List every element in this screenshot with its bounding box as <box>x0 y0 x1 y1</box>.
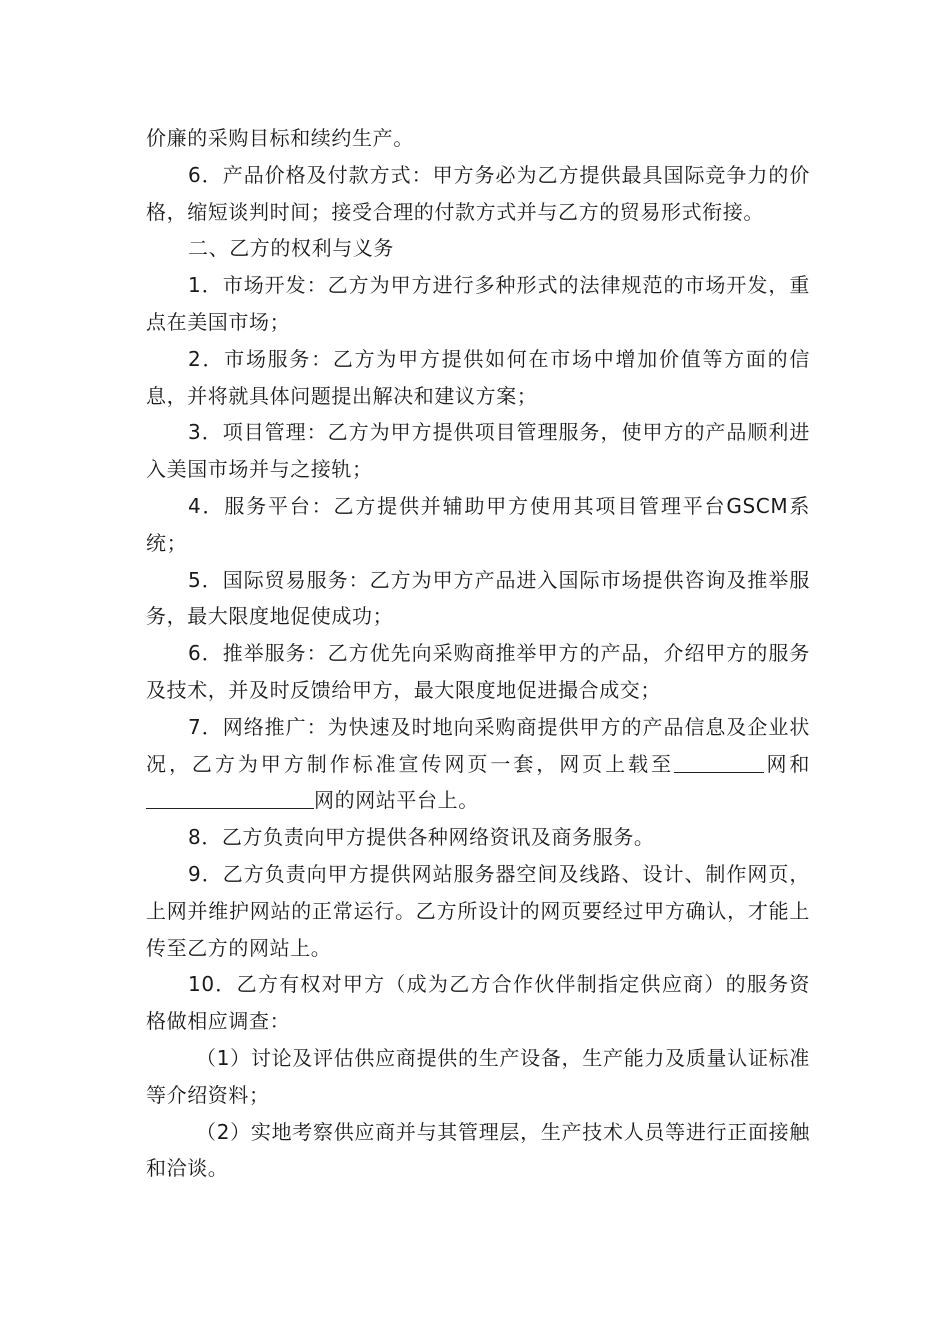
paragraph-supplier-investigation: 10．乙方有权对甲方（成为乙方合作伙伴制指定供应商）的服务资格做相应调查： <box>146 972 810 1034</box>
blank-field-website-1 <box>674 750 764 773</box>
paragraph-price-payment: 6．产品价格及付款方式：甲方务必为乙方提供最具国际竞争力的价格，缩短谈判时间；接受合理的付款方式并与乙方的贸易形式衔接。 <box>146 162 810 224</box>
blank-field-website-2 <box>146 786 314 809</box>
paragraph-international-trade: 5．国际贸易服务：乙方为甲方产品进入国际市场提供咨询及推举服务，最大限度地促使成功； <box>146 567 810 629</box>
paragraph-recommendation-service: 6．推举服务：乙方优先向采购商推举甲方的产品，介绍甲方的服务及技术，并及时反馈给甲方，最大限度地促进撮合成交； <box>146 641 810 702</box>
paragraph-project-management: 3．项目管理：乙方为甲方提供项目管理服务，使甲方的产品顺利进入美国市场并与之接轨； <box>146 420 810 482</box>
paragraph-service-platform: 4．服务平台：乙方提供并辅助甲方使用其项目管理平台GSCM系统； <box>146 493 810 555</box>
paragraph-sub-item-2: （2）实地考察供应商并与其管理层，生产技术人员等进行正面接触和洽谈。 <box>146 1119 810 1181</box>
paragraph-network-promotion <box>146 709 810 819</box>
paragraph-website-server: 9．乙方负责向甲方提供网站服务器空间及线路、设计、制作网页，上网并维护网站的正常运行。乙方所设计的网页要经过甲方确认，才能上传至乙方的网站上。 <box>146 861 810 960</box>
section-heading-party-b-rights: 二、乙方的权利与义务 <box>188 236 394 261</box>
network-promotion-text-after: 网的网站平台上。 <box>314 788 479 813</box>
paragraph-market-service: 2．市场服务：乙方为甲方提供如何在市场中增加价值等方面的信息，并将就具体问题提出解决和建议方案； <box>146 346 810 408</box>
network-promotion-text-middle: 网和 <box>764 751 810 776</box>
paragraph-market-development: 1．市场开发：乙方为甲方进行多种形式的法律规范的市场开发，重点在美国市场； <box>146 273 810 334</box>
paragraph-continuation: 价廉的采购目标和续约生产。 <box>146 126 414 150</box>
paragraph-network-info-service: 8．乙方负责向甲方提供各种网络资讯及商务服务。 <box>188 825 655 850</box>
paragraph-sub-item-1: （1）讨论及评估供应商提供的生产设备，生产能力及质量认证标准等介绍资料； <box>146 1045 810 1107</box>
document-body <box>146 120 810 1187</box>
network-promotion-text-before: 7．网络推广：为快速及时地向采购商提供甲方的产品信息及企业状况，乙方为甲方制作标准宣传网页一套，网页上载至 <box>146 714 810 776</box>
